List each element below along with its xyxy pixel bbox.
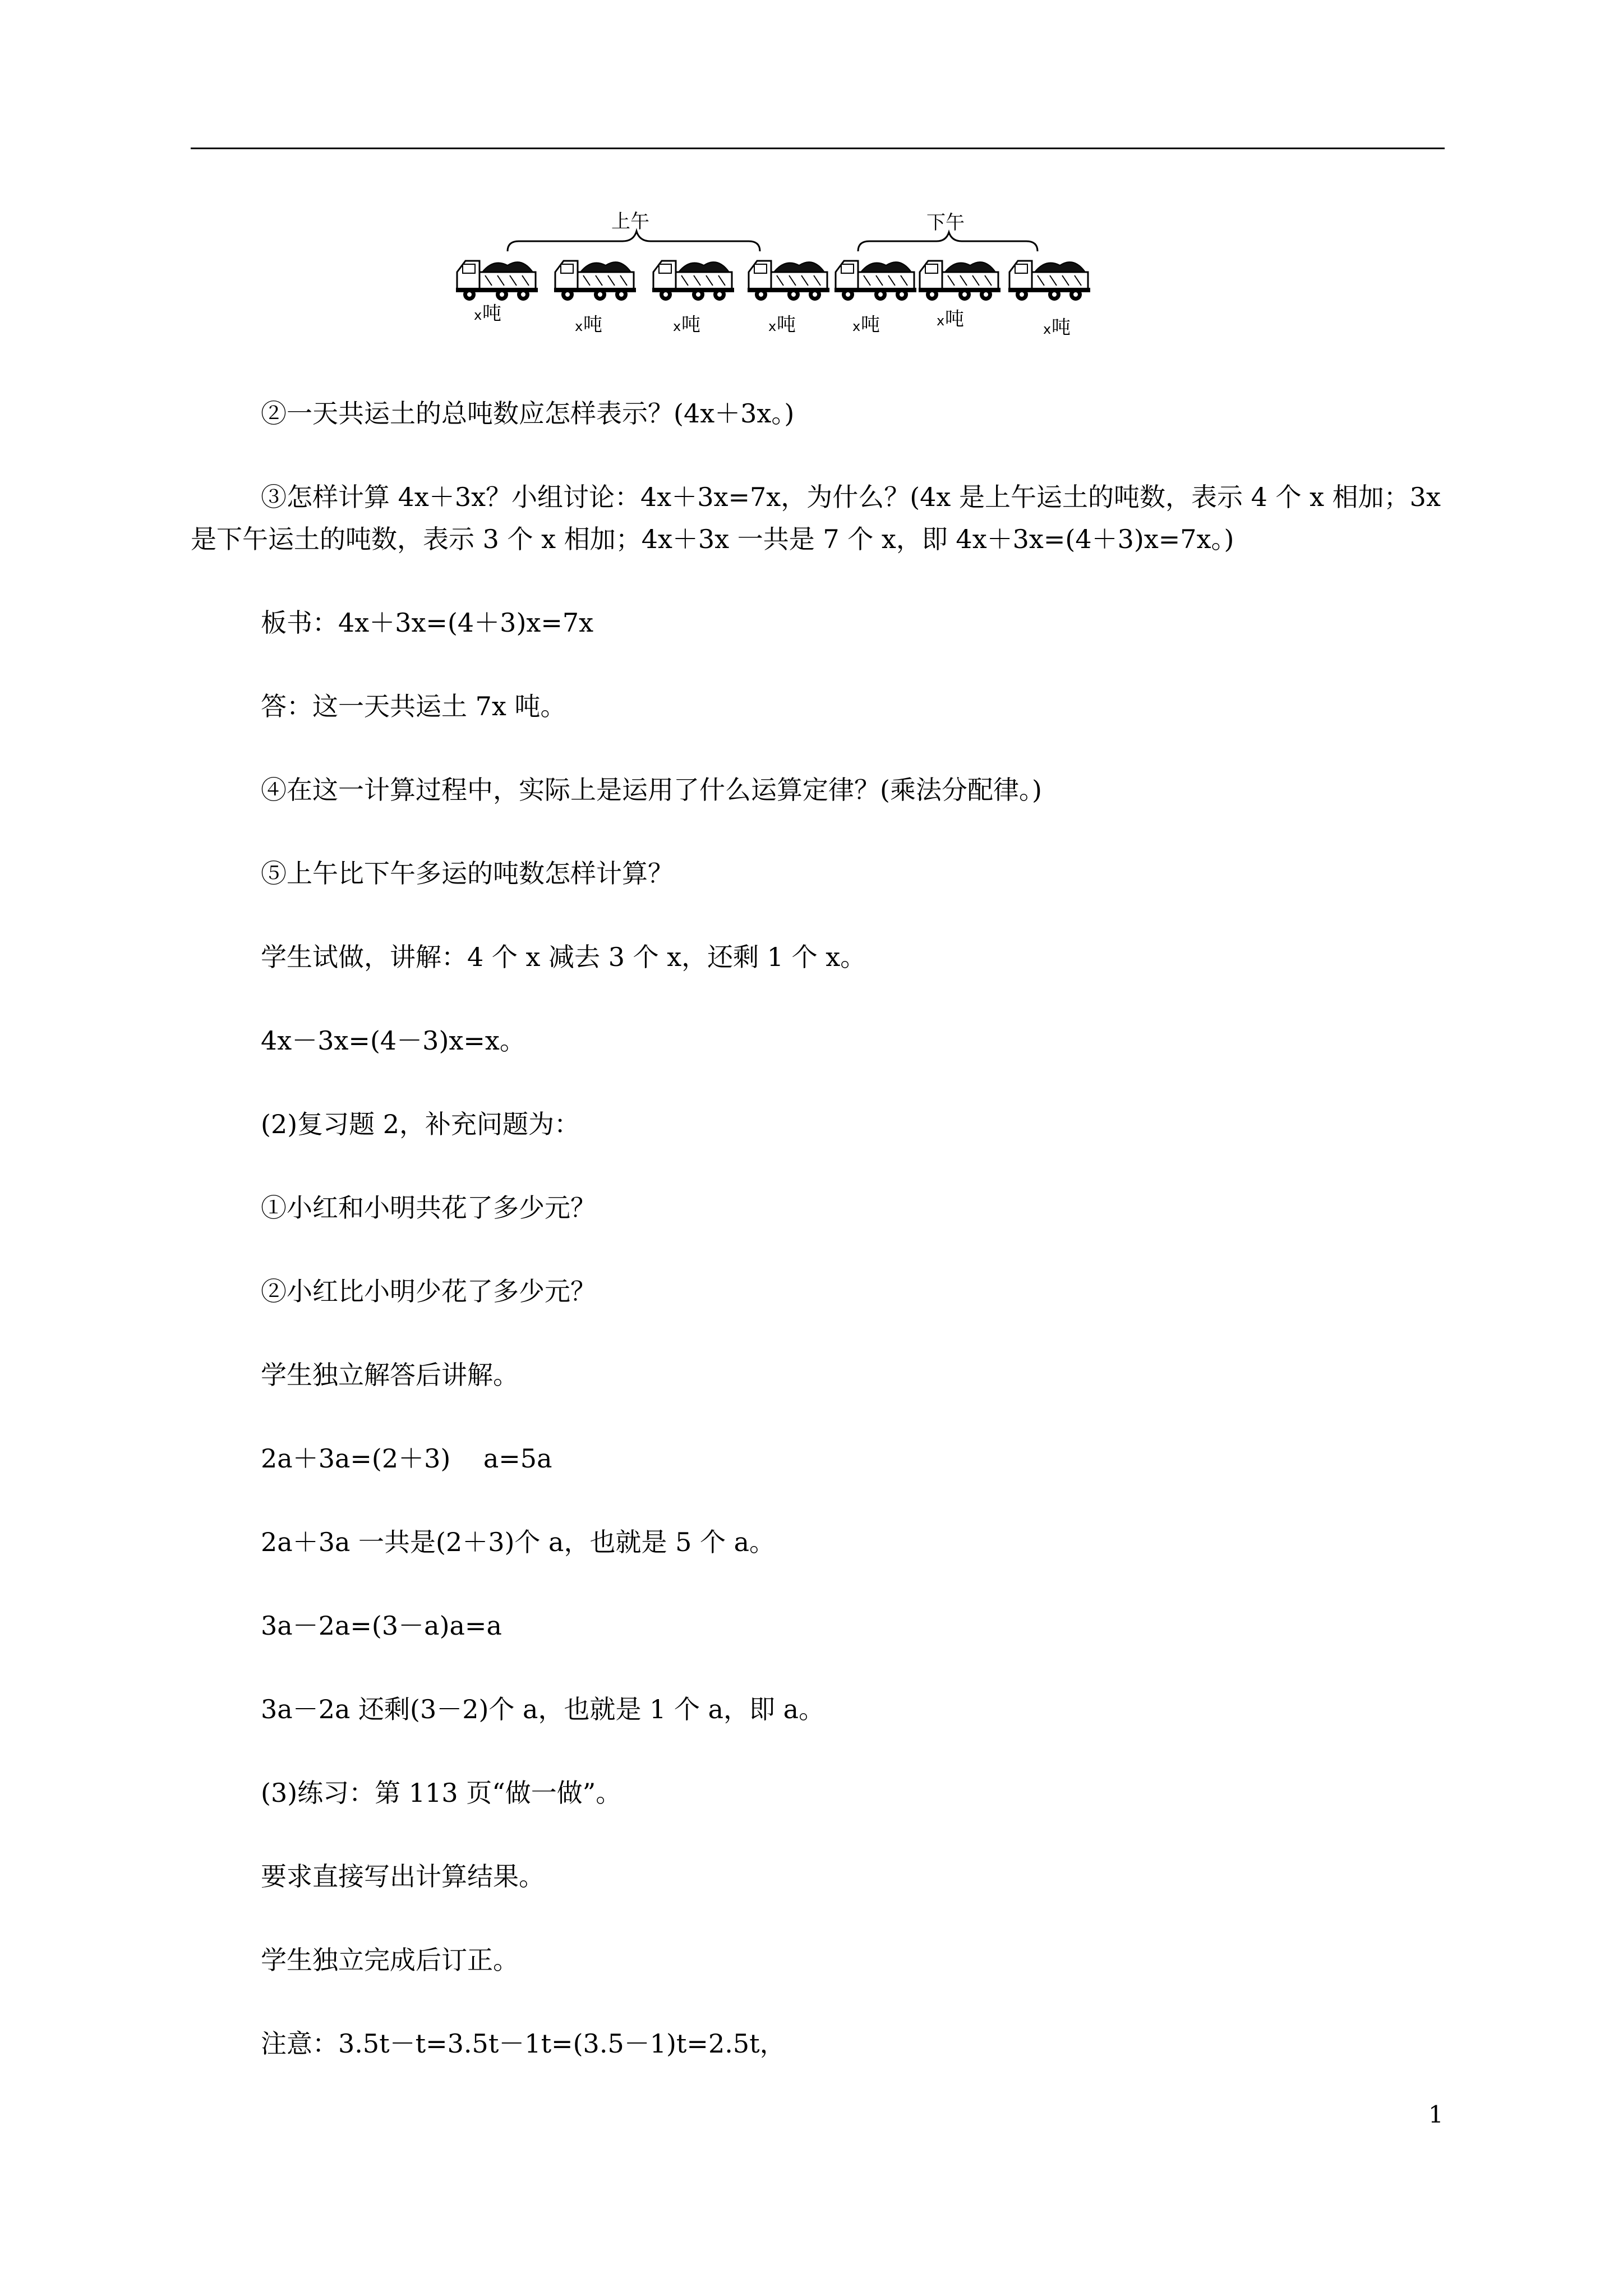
paragraph-student-explanation: 学生试做，讲解：4 个 x 减去 3 个 x，还剩 1 个 x。 — [261, 942, 866, 972]
truck-load-variable: x — [937, 313, 945, 329]
paragraph-addition-explanation: 2a＋3a 一共是(2＋3)个 a，也就是 5 个 a。 — [261, 1527, 776, 1557]
paragraph-subtraction-explanation: 3a－2a 还剩(3－2)个 a，也就是 1 个 a，即 a。 — [261, 1694, 825, 1724]
paragraph-addition-formula: 2a＋3a=(2＋3) a=5a — [261, 1443, 552, 1474]
truck-figure — [443, 208, 1150, 345]
paragraph-subtraction-formula-a: 3a－2a=(3－a)a=a — [261, 1611, 502, 1641]
paragraph-difference-question: ⑤上午比下午多运的吨数怎样计算？ — [261, 858, 674, 889]
afternoon-label: 下午 — [926, 211, 965, 234]
truck-icon — [1008, 261, 1090, 301]
truck-icon — [652, 261, 734, 301]
afternoon-brace — [858, 232, 1038, 251]
truck-load-unit: 吨 — [1052, 316, 1071, 339]
paragraph-question-sum: ①小红和小明共花了多少元？ — [261, 1193, 596, 1223]
document-body — [191, 393, 1449, 2106]
paragraph-question-difference: ②小红比小明少花了多少元？ — [261, 1276, 596, 1306]
paragraph-subtraction-formula: 4x－3x=(4－3)x=x。 — [261, 1025, 525, 1056]
paragraph-board-notes: 板书：4x＋3x=(4＋3)x=7x — [261, 608, 594, 638]
paragraph-law-question: ④在这一计算过程中，实际上是运用了什么运算定律？(乘法分配律。) — [261, 775, 1042, 805]
paragraph-review-question-2: (2)复习题 2，补充问题为： — [261, 1109, 580, 1139]
truck-load-unit: 吨 — [583, 314, 602, 336]
truck-icon — [834, 261, 916, 301]
truck-load-variable: x — [852, 319, 861, 334]
truck-load-variable: x — [673, 319, 681, 334]
truck-icon — [919, 261, 1000, 301]
truck-load-unit: 吨 — [777, 314, 796, 336]
truck-load-unit: 吨 — [861, 314, 880, 336]
truck-load-variable: x — [575, 319, 583, 334]
truck-load-unit: 吨 — [681, 314, 700, 336]
morning-brace — [508, 231, 760, 251]
paragraph-independent-solve: 学生独立解答后讲解。 — [261, 1360, 519, 1390]
truck-load-variable: x — [1043, 321, 1052, 337]
truck-icon — [554, 261, 636, 301]
truck-icon — [748, 261, 829, 301]
paragraph-requirement: 要求直接写出计算结果。 — [261, 1861, 545, 1892]
paragraph-exercise: (3)练习：第 113 页“做一做”。 — [261, 1778, 622, 1808]
paragraph-note: 注意：3.5t－t=3.5t－1t=(3.5－1)t=2.5t， — [261, 2028, 786, 2059]
truck-load-variable: x — [474, 307, 482, 323]
page-number: 1 — [1428, 2101, 1444, 2128]
truck-load-unit: 吨 — [945, 308, 964, 330]
truck-illustration — [443, 208, 1150, 345]
truck-icon — [456, 261, 538, 301]
header-rule — [191, 148, 1445, 149]
paragraph-answer: 答：这一天共运土 7x 吨。 — [261, 691, 566, 721]
paragraph-total-expression: ②一天共运土的总吨数应怎样表示？(4x＋3x。) — [261, 398, 795, 429]
morning-label: 上午 — [611, 210, 649, 233]
truck-load-unit: 吨 — [482, 302, 501, 325]
paragraph-group-discussion: ③怎样计算 4x＋3x？小组讨论：4x＋3x=7x，为什么？(4x 是上午运土的吨数，表示 4 个 x 相加；3x 是下午运土的吨数，表示 3 个 x 相加；4x＋3x 一共是 7 个 x，即 4x＋3x=(4＋3)x=7x。) — [191, 482, 1449, 554]
truck-load-variable: x — [768, 319, 777, 334]
paragraph-correction: 学生独立完成后订正。 — [261, 1945, 519, 1975]
